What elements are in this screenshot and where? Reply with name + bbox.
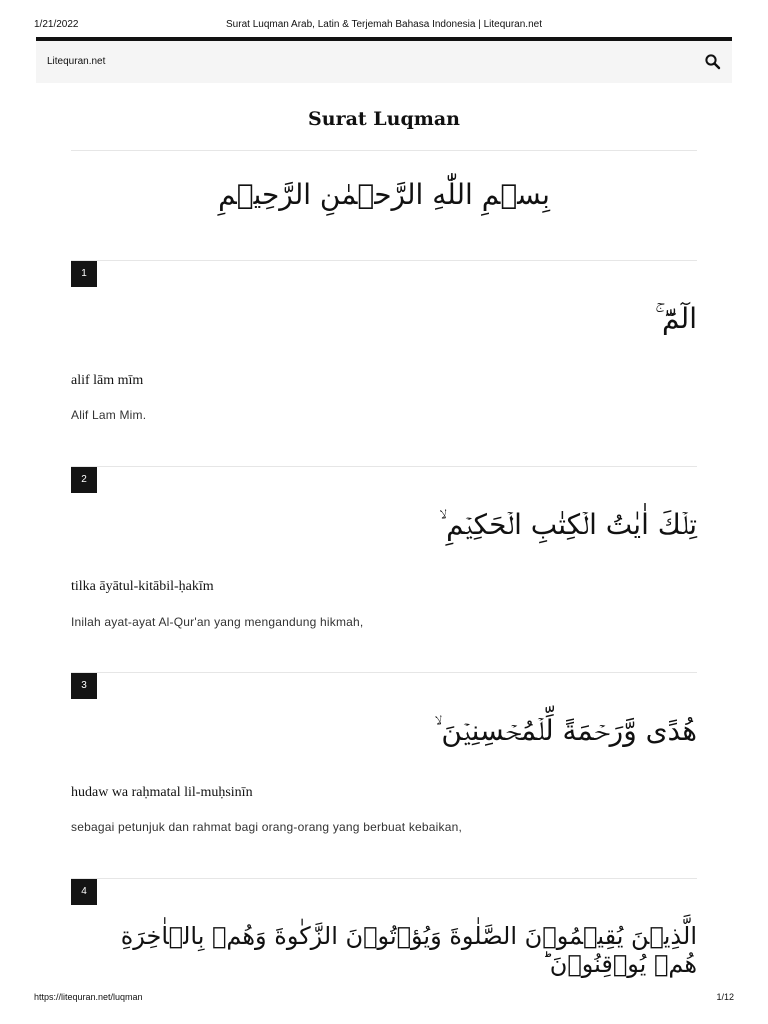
navbar <box>36 41 732 83</box>
brand-link[interactable]: Litequran.net <box>47 56 106 67</box>
verse-latin: hudaw wa raḥmatal lil-muḥsinīn <box>71 785 253 800</box>
divider <box>71 260 697 261</box>
print-page-title: Surat Luqman Arab, Latin & Terjemah Bahasa Indonesia | Litequran.net <box>226 19 542 30</box>
verse-number-badge: 4 <box>71 879 97 905</box>
basmalah: بِسۡمِ اللّٰهِ الرَّحۡمٰنِ الرَّحِيۡمِ <box>218 178 550 211</box>
verse-latin: tilka āyātul-kitābil-ḥakīm <box>71 579 214 594</box>
print-footer <box>0 992 768 1006</box>
search-icon <box>704 53 722 71</box>
divider <box>71 878 697 879</box>
verse-translation: sebagai petunjuk dan rahmat bagi orang-orang yang berbuat kebaikan, <box>71 820 463 834</box>
verse-arabic: الٓمّٓ ۚ <box>655 302 697 335</box>
divider <box>71 672 697 673</box>
divider <box>71 466 697 467</box>
divider <box>71 150 697 151</box>
print-header <box>0 17 768 33</box>
print-url: https://litequran.net/luqman <box>34 992 143 1002</box>
verse-arabic: تِلۡكَ اٰيٰتُ الۡكِتٰبِ الۡحَكِيۡمِ ۙ <box>439 508 697 541</box>
print-page-number: 1/12 <box>716 992 734 1002</box>
verse-translation: Alif Lam Mim. <box>71 408 147 422</box>
print-date: 1/21/2022 <box>34 19 79 30</box>
verse-translation: Inilah ayat-ayat Al-Qur'an yang mengandung hikmah, <box>71 615 364 629</box>
surah-title: Surat Luqman <box>308 108 460 130</box>
verse-number-badge: 1 <box>71 261 97 287</box>
verse-arabic: الَّذِيۡنَ يُقِيۡمُوۡنَ الصَّلٰوةَ وَيُؤۡتُوۡنَ الزَّكٰوةَ وَهُمۡ بِالۡاٰخِرَةِ هُمۡ يُوۡقِنُوۡنَ ؕ <box>120 922 697 978</box>
verse-latin: alif lām mīm <box>71 373 144 388</box>
verse-number-badge: 2 <box>71 467 97 493</box>
verse-arabic: هُدًى وَّرَحۡمَةً لِّلۡمُحۡسِنِيۡنَ ۙ <box>434 714 697 747</box>
verse-number-badge: 3 <box>71 673 97 699</box>
search-button[interactable] <box>704 53 722 71</box>
